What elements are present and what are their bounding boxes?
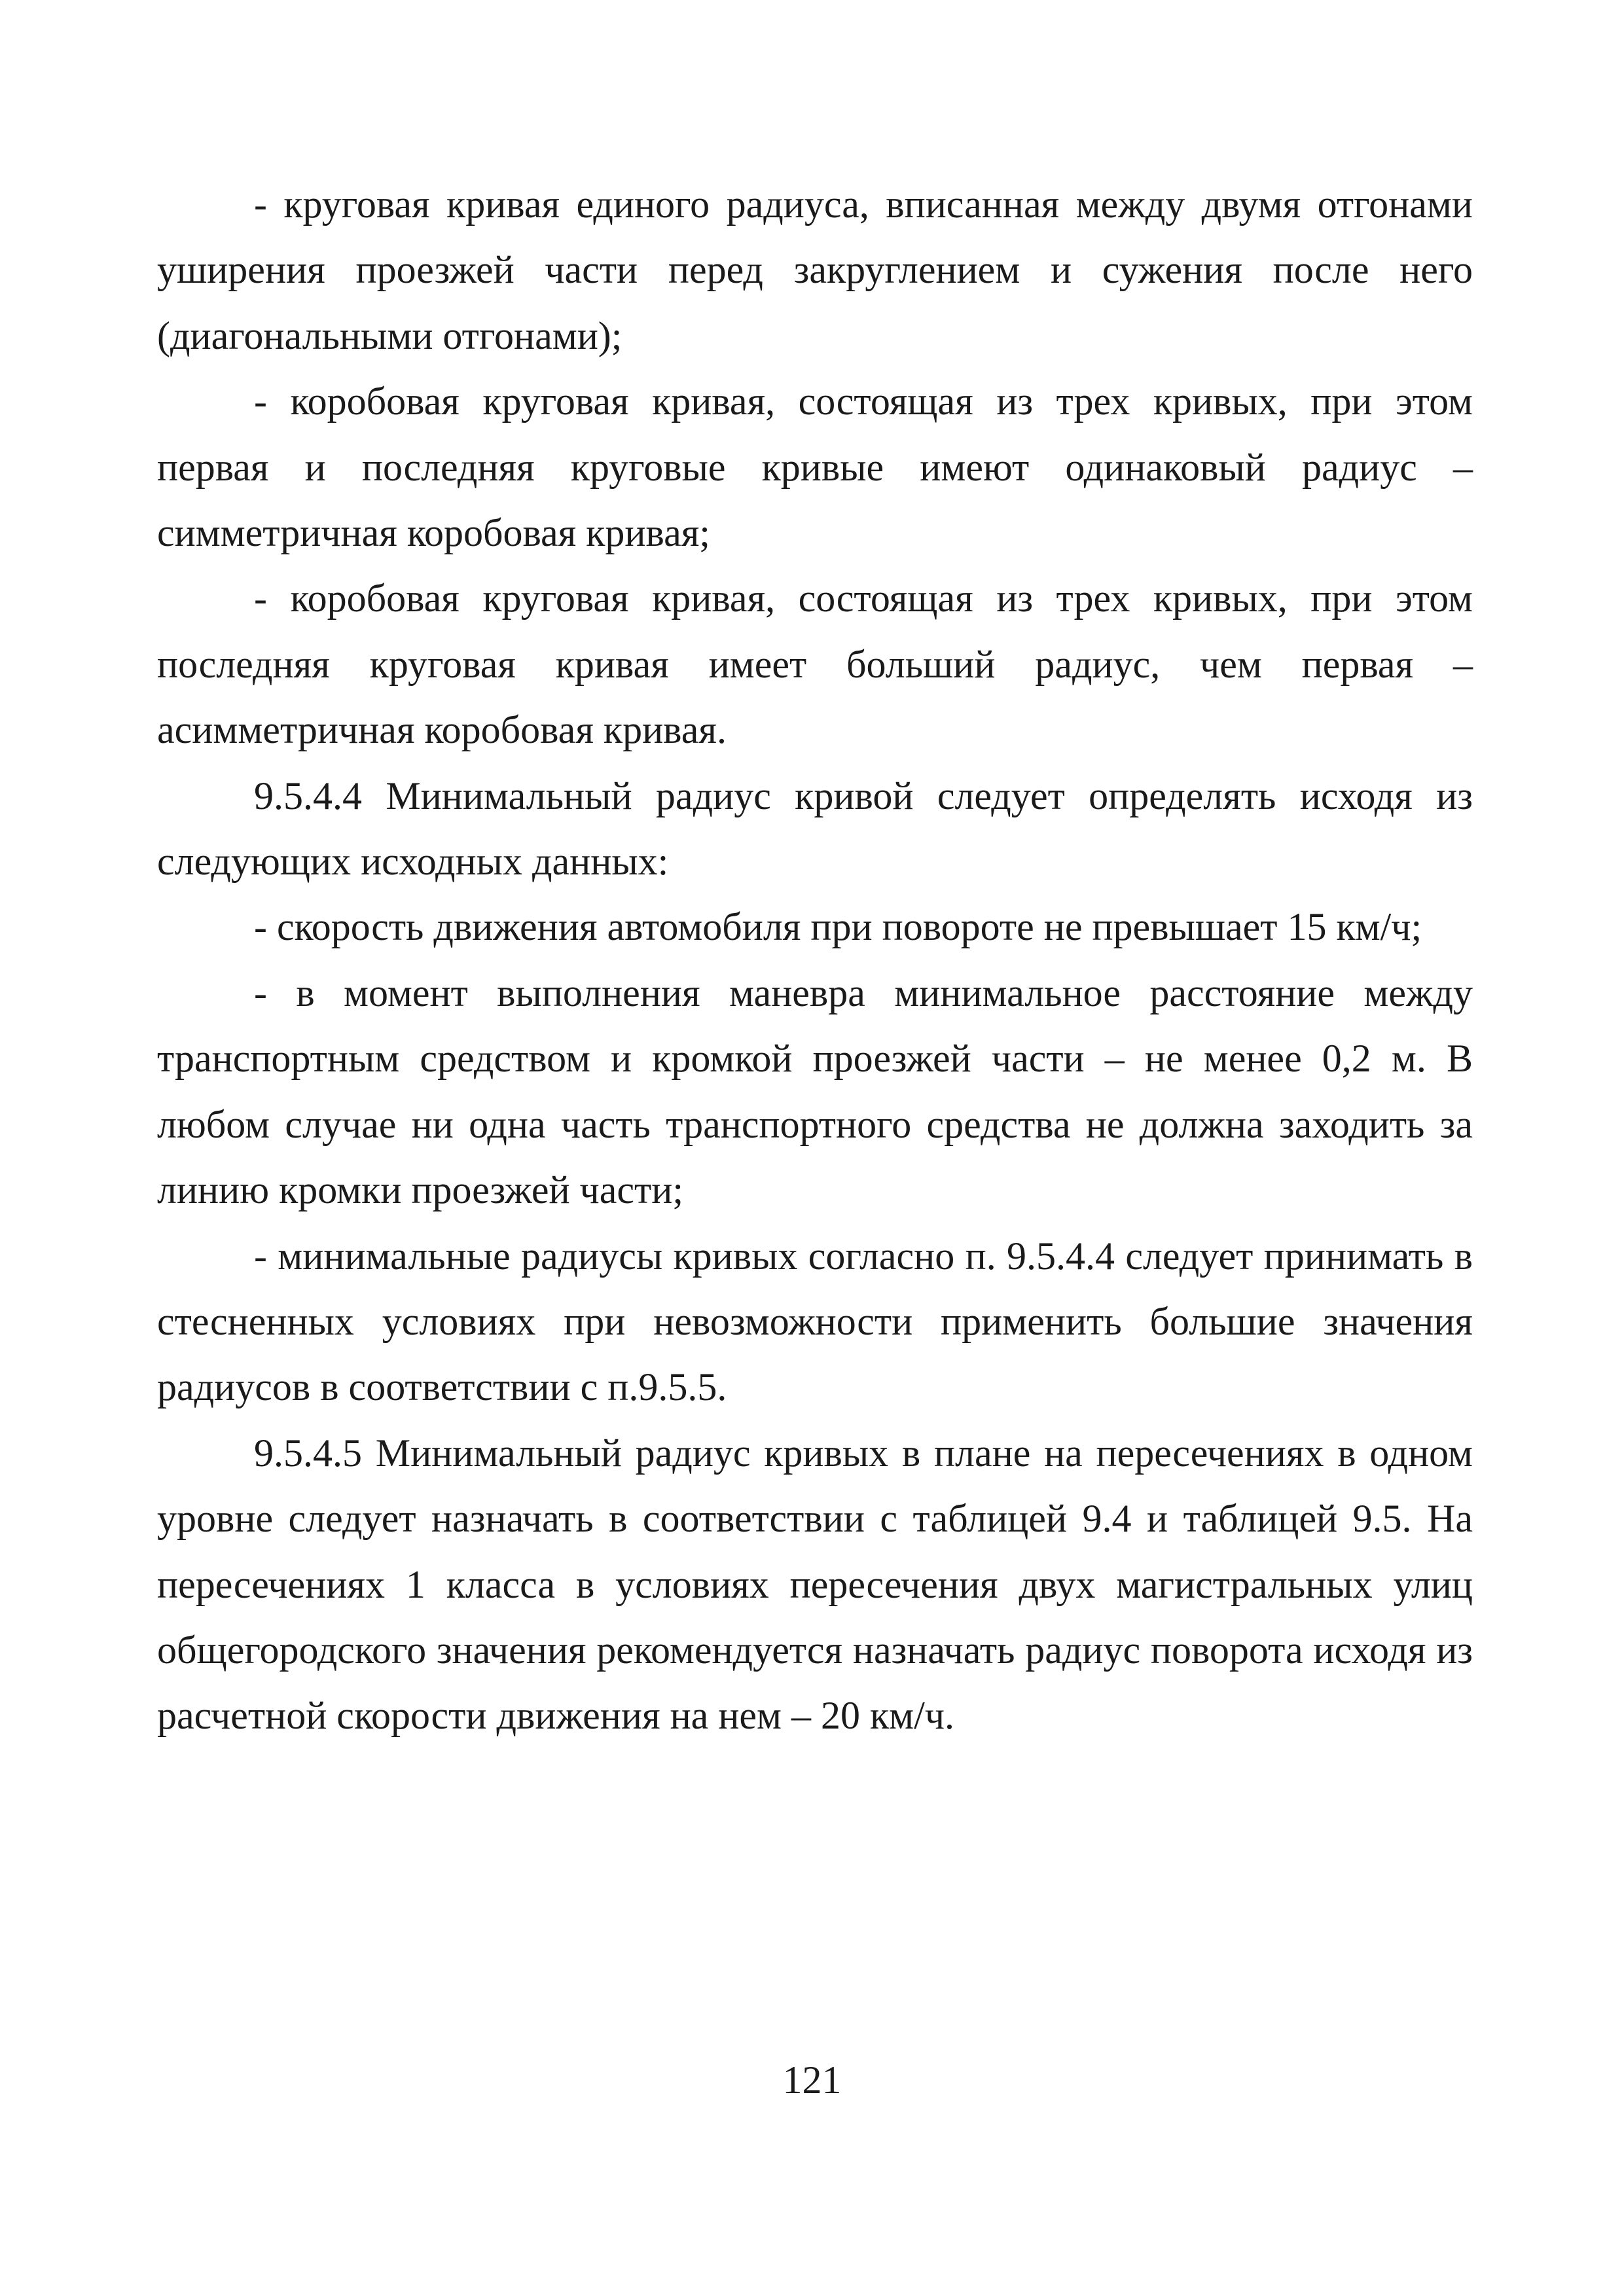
paragraph-vehicle-speed: - скорость движения автомобиля при повороте не превышает 15 км/ч; xyxy=(254,905,1422,949)
paragraph-section-9-5-4-5: 9.5.4.5 Минимальный радиус кривых в плане на пересечениях в одном уровне следует назначать в соответствии с таблицей 9.4 и таблицей 9.5. На пересечениях 1 класса в условиях пересечения двух магистральных улиц общегородского значения рекомендуется назначать радиус поворота исходя из расчетной скорости движения на нем – 20 км/ч. xyxy=(157,1431,1473,1738)
paragraph-symmetric-compound-curve: - коробовая круговая кривая, состоящая из трех кривых, при этом первая и последняя круговые кривые имеют одинаковый радиус – симметричная коробовая кривая; xyxy=(157,380,1473,555)
paragraph-section-9-5-4-4: 9.5.4.4 Минимальный радиус кривой следует определять исходя из следующих исходных данных: xyxy=(157,774,1473,884)
page-number: 121 xyxy=(782,2058,842,2102)
paragraph-asymmetric-compound-curve: - коробовая круговая кривая, состоящая из трех кривых, при этом последняя круговая кривая имеет больший радиус, чем первая – асимметричная коробовая кривая. xyxy=(157,577,1473,752)
paragraph-minimum-radii: - минимальные радиусы кривых согласно п. 9.5.4.4 следует принимать в стесненных условиях при невозможности применить большие значения радиусов в соответствии с п.9.5.5. xyxy=(157,1234,1473,1409)
body-text xyxy=(157,171,1473,1749)
paragraph-minimum-distance: - в момент выполнения маневра минимальное расстояние между транспортным средством и кромкой проезжей части – не менее 0,2 м. В любом случае ни одна часть транспортного средства не должна заходить за линию кромки проезжей части; xyxy=(157,971,1473,1212)
paragraph-circular-curve: - круговая кривая единого радиуса, вписанная между двумя отгонами уширения проезжей части перед закруглением и сужения после него (диагональными отгонами); xyxy=(157,183,1473,357)
